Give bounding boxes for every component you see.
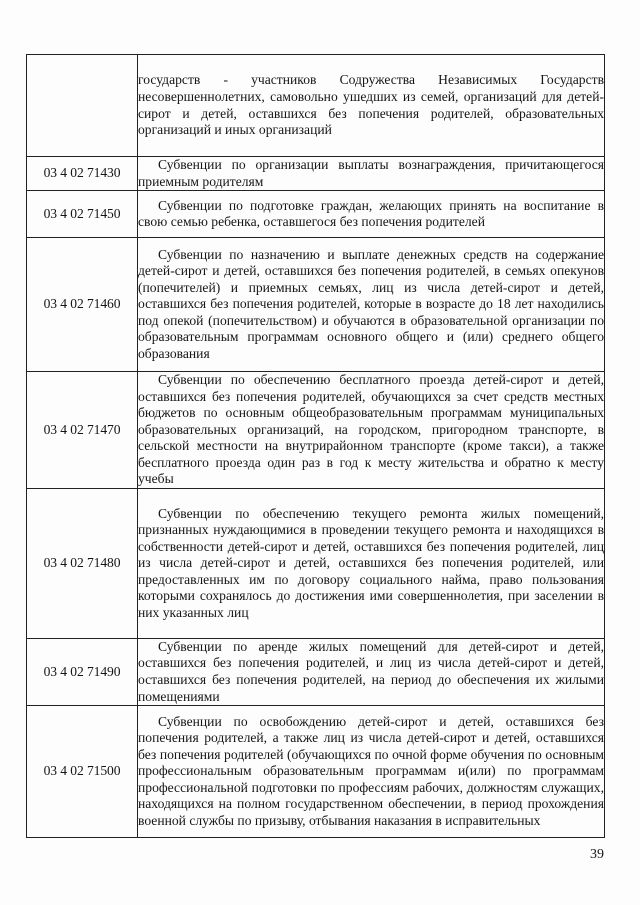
table-row	[27, 488, 605, 638]
budget-code-cell	[27, 55, 138, 157]
budget-code-cell: 03 4 02 71500	[27, 706, 138, 838]
subsidy-description-cell	[138, 638, 605, 705]
budget-code-cell: 03 4 02 71480	[27, 488, 138, 638]
description-text: Субвенции по подготовке граждан, желающих принять на воспитание в свою семью ребенка, оставшегося без попечения родителей	[138, 197, 604, 230]
description-text: Субвенции по назначению и выплате денежных средств на содержание детей-сирот и детей, оставшихся без попечения родителей, в семьях опекунов (попечителей) и приемных семьях, лиц из числа детей-сирот и детей, оставшихся без попечения родителей, которые в возрасте до 18 лет находились под опекой (попечительством) и обучаются в образовательной организации по образовательным программам основного общего и (или) среднего общего образования	[138, 246, 604, 361]
description-text: Субвенции по освобождению детей-сирот и детей, оставшихся без попечения родителей, а также лиц из числа детей-сирот и детей, оставшихся без попечения родителей (обучающихся по очной форме обучения по основным профессиональным образовательным программам и(или) по программам профессиональной подготовки по профессиям рабочих, должностям служащих, находящихся на полном государственном обеспечении, в период прохождения военной службы по призыву, отбывания наказания в исправительных	[138, 713, 604, 828]
description-text: Субвенции по обеспечению бесплатного проезда детей-сирот и детей, оставшихся без попечения родителей, обучающихся за счет средств местных бюджетов по основным общеобразовательным программам муниципальных образовательных организаций, на городском, пригородном транспорте, в сельской местности на внутрирайонном транспорте (кроме такси), а также бесплатного проезда один раз в год к месту жительства и обратно к месту учебы	[138, 372, 604, 487]
table-row	[27, 372, 605, 489]
budget-code-cell: 03 4 02 71430	[27, 157, 138, 191]
subsidy-description-cell	[138, 55, 605, 157]
description-text: Субвенции по обеспечению текущего ремонта жилых помещений, признанных нуждающимися в проведении текущего ремонта и находящихся в собственности детей-сирот и детей, оставшихся без попечения родителей, лиц из числа детей-сирот и детей, оставшихся без попечения родителей, или предоставленных им по договору социального найма, право пользования которыми сохранялось до достижения ими совершеннолетия, при заселении в них указанных лиц	[138, 505, 604, 620]
description-text: Субвенции по организации выплаты вознаграждения, причитающегося приемным родителям	[138, 157, 604, 189]
subsidy-description-cell	[138, 238, 605, 372]
table-row	[27, 55, 605, 157]
budget-code-cell: 03 4 02 71460	[27, 238, 138, 372]
subsidy-description-cell	[138, 191, 605, 238]
budget-code-cell: 03 4 02 71490	[27, 638, 138, 705]
subsidy-description-cell	[138, 157, 605, 191]
budget-codes-table	[26, 54, 605, 838]
budget-code-cell: 03 4 02 71470	[27, 372, 138, 489]
description-text: Субвенции по аренде жилых помещений для детей-сирот и детей, оставшихся без попечения родителей, и лиц из числа детей-сирот и детей, оставшихся без попечения родителей, на период до обеспечения их жилыми помещениями	[138, 638, 604, 704]
table-row	[27, 706, 605, 838]
description-text: государств - участников Содружества Независимых Государств несовершеннолетних, самовольно ушедших из семей, организаций для детей-сирот и детей, оставшихся без попечения родителей, образовательных организаций и иных организаций	[138, 72, 604, 138]
subsidy-description-cell	[138, 706, 605, 838]
subsidy-description-cell	[138, 488, 605, 638]
table-row	[27, 638, 605, 705]
table-row	[27, 157, 605, 191]
page-number: 39	[590, 847, 604, 862]
budget-code-cell: 03 4 02 71450	[27, 191, 138, 238]
table-row	[27, 191, 605, 238]
subsidy-description-cell	[138, 372, 605, 489]
table-row	[27, 238, 605, 372]
table-body	[27, 55, 605, 838]
